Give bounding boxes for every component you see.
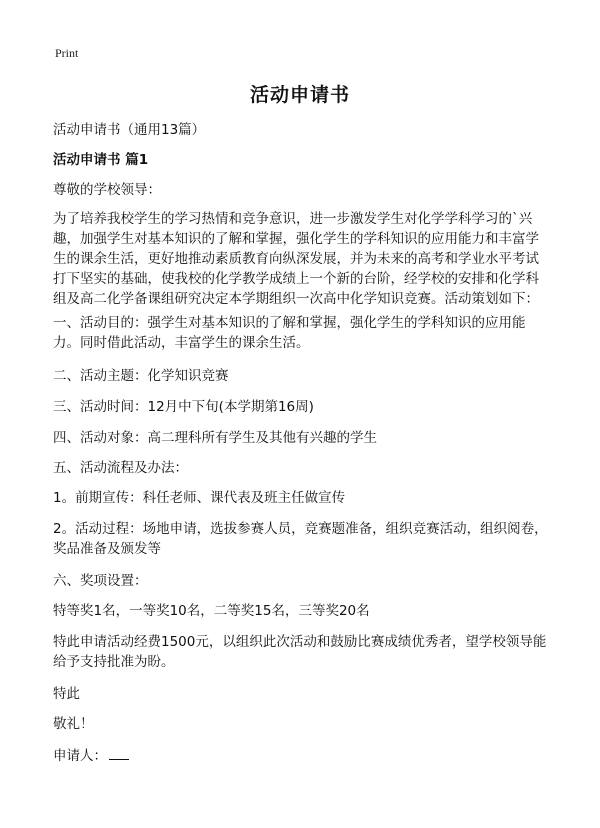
- item-process: 五、活动流程及办法：: [53, 460, 188, 476]
- item-time: 三、活动时间：12月中下旬(本学期第16周): [53, 399, 314, 415]
- funding-request: 特此申请活动经费1500元，以组织此次活动和鼓励比赛成绩优秀者，望学校领导能给予支持批准为盼。: [53, 634, 547, 670]
- item-purpose: 一、活动目的：强学生对基本知识的了解和掌握，强化学生的学科知识的应用能力。同时借此活动，丰富学生的课余生活。: [53, 315, 526, 351]
- applicant-label: 申请人：: [53, 748, 107, 764]
- applicant-line: [53, 745, 548, 766]
- closing-line-1: 特此: [53, 686, 80, 702]
- awards-detail: 特等奖1名，一等奖10名，二等奖15名，三等奖20名: [53, 603, 370, 619]
- item-target: 四、活动对象：高二理科所有学生及其他有兴趣的学生: [53, 430, 377, 446]
- salutation: 尊敬的学校领导：: [53, 182, 161, 198]
- intro-paragraph: 为了培养我校学生的学习热情和竞争意识，进一步激发学生对化学学科学习的`兴趣，加强学生对基本知识的了解和掌握，强化学生的学科知识的应用能力和丰富学生的课余生活，更好地推动素质教育向纵深发展，并为未来的高考和学业水平考试打下坚实的基础，使我校的化学教学成绩上一个新的台阶，经学校的安排和化学科组及高二化学备课组研究决定本学期组织一次高中化学知识竞赛。活动策划如下：: [53, 211, 539, 307]
- document-title: 活动申请书: [249, 84, 350, 106]
- step-publicity: 1。前期宣传：科任老师、课代表及班主任做宣传: [53, 490, 346, 506]
- closing-line-2: 敬礼！: [53, 716, 94, 732]
- document-subtitle: 活动申请书（通用13篇）: [53, 122, 206, 138]
- step-activity: 2。活动过程：场地申请，选拔参赛人员，竞赛题准备，组织竞赛活动，组织阅卷，奖品准备及颁发等: [53, 521, 548, 557]
- signature-blank: [109, 745, 129, 760]
- item-awards-heading: 六、奖项设置：: [53, 573, 148, 589]
- section-heading: 活动申请书 篇1: [53, 152, 149, 168]
- item-theme: 二、活动主题：化学知识竞赛: [53, 368, 229, 384]
- print-link[interactable]: Print: [55, 46, 79, 60]
